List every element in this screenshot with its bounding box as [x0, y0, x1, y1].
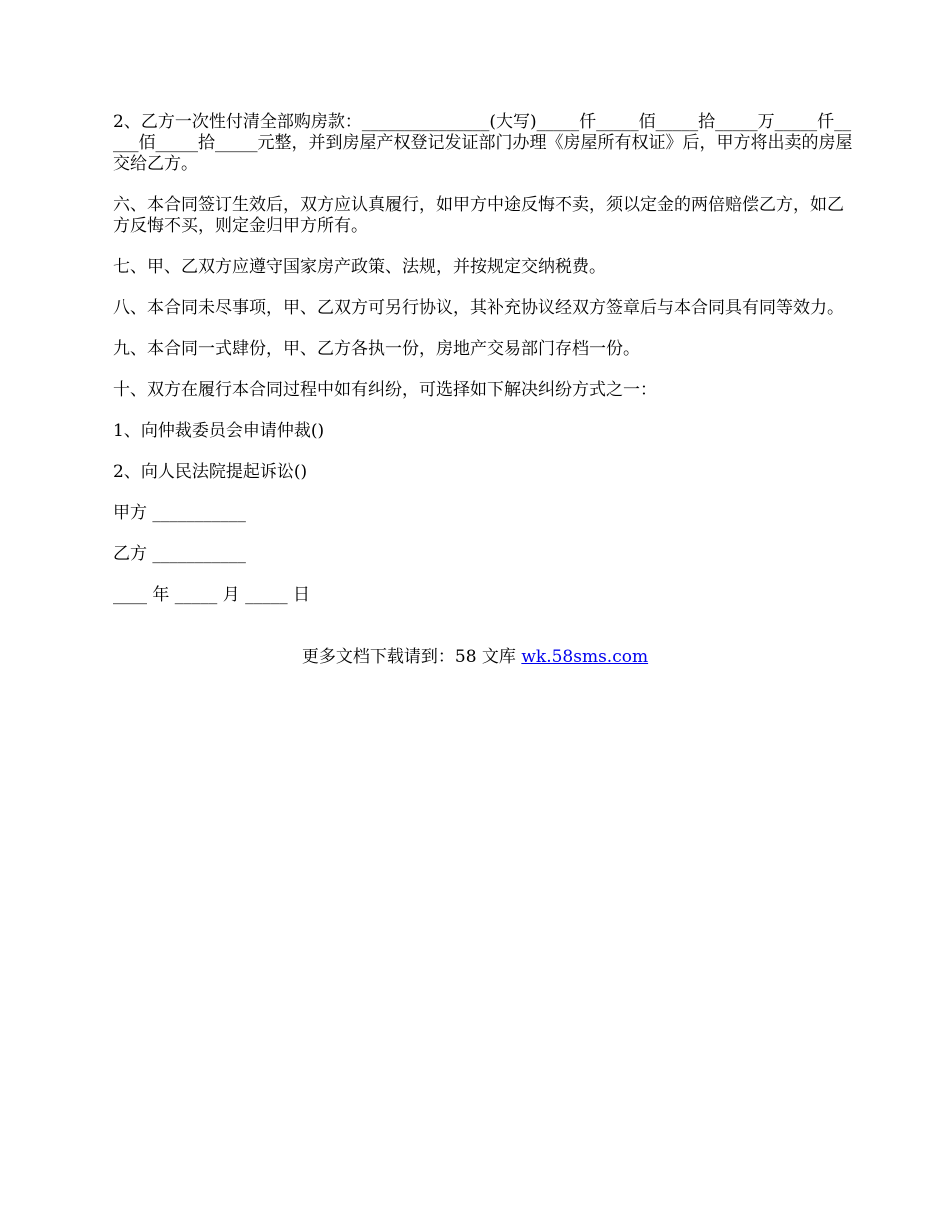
clause-ten: 十、双方在履行本合同过程中如有纠纷，可选择如下解决纠纷方式之一： — [113, 380, 657, 400]
clause-nine: 九、本合同一式肆份，甲、乙方各执一份，房地产交易部门存档一份。 — [113, 339, 640, 359]
option-litigation: 2、向人民法院提起诉讼() — [113, 462, 308, 482]
footer-text: 更多文档下载请到：58 文库 — [301, 647, 522, 667]
signature-party-a: 甲方 ___________ — [113, 503, 246, 523]
clause-six: 六、本合同签订生效后，双方应认真履行，如甲方中途反悔不卖，须以定金的两倍赔偿乙方，如乙方反悔不买，则定金归甲方所有。 — [113, 195, 844, 236]
document-body — [113, 112, 853, 626]
clause-eight: 八、本合同未尽事项，甲、乙双方可另行协议，其补充协议经双方签章后与本合同具有同等效力。 — [113, 298, 844, 318]
footer-download-note — [0, 647, 950, 668]
option-arbitration: 1、向仲裁委员会申请仲裁() — [113, 421, 325, 441]
signature-party-b: 乙方 ___________ — [113, 544, 246, 564]
footer-link[interactable]: wk.58sms.com — [521, 647, 649, 667]
clause-payment: 2、乙方一次性付清全部购房款：_______________(大写)_____仟_____佰_____拾_____万_____仟_____佰_____拾_____元整，并到房屋产权登记发证部门办理《房屋所有权证》后，甲方将出卖的房屋交给乙方。 — [113, 112, 853, 174]
signature-date: ____ 年 _____ 月 _____ 日 — [113, 585, 311, 605]
clause-seven: 七、甲、乙双方应遵守国家房产政策、法规，并按规定交纳税费。 — [113, 257, 606, 277]
